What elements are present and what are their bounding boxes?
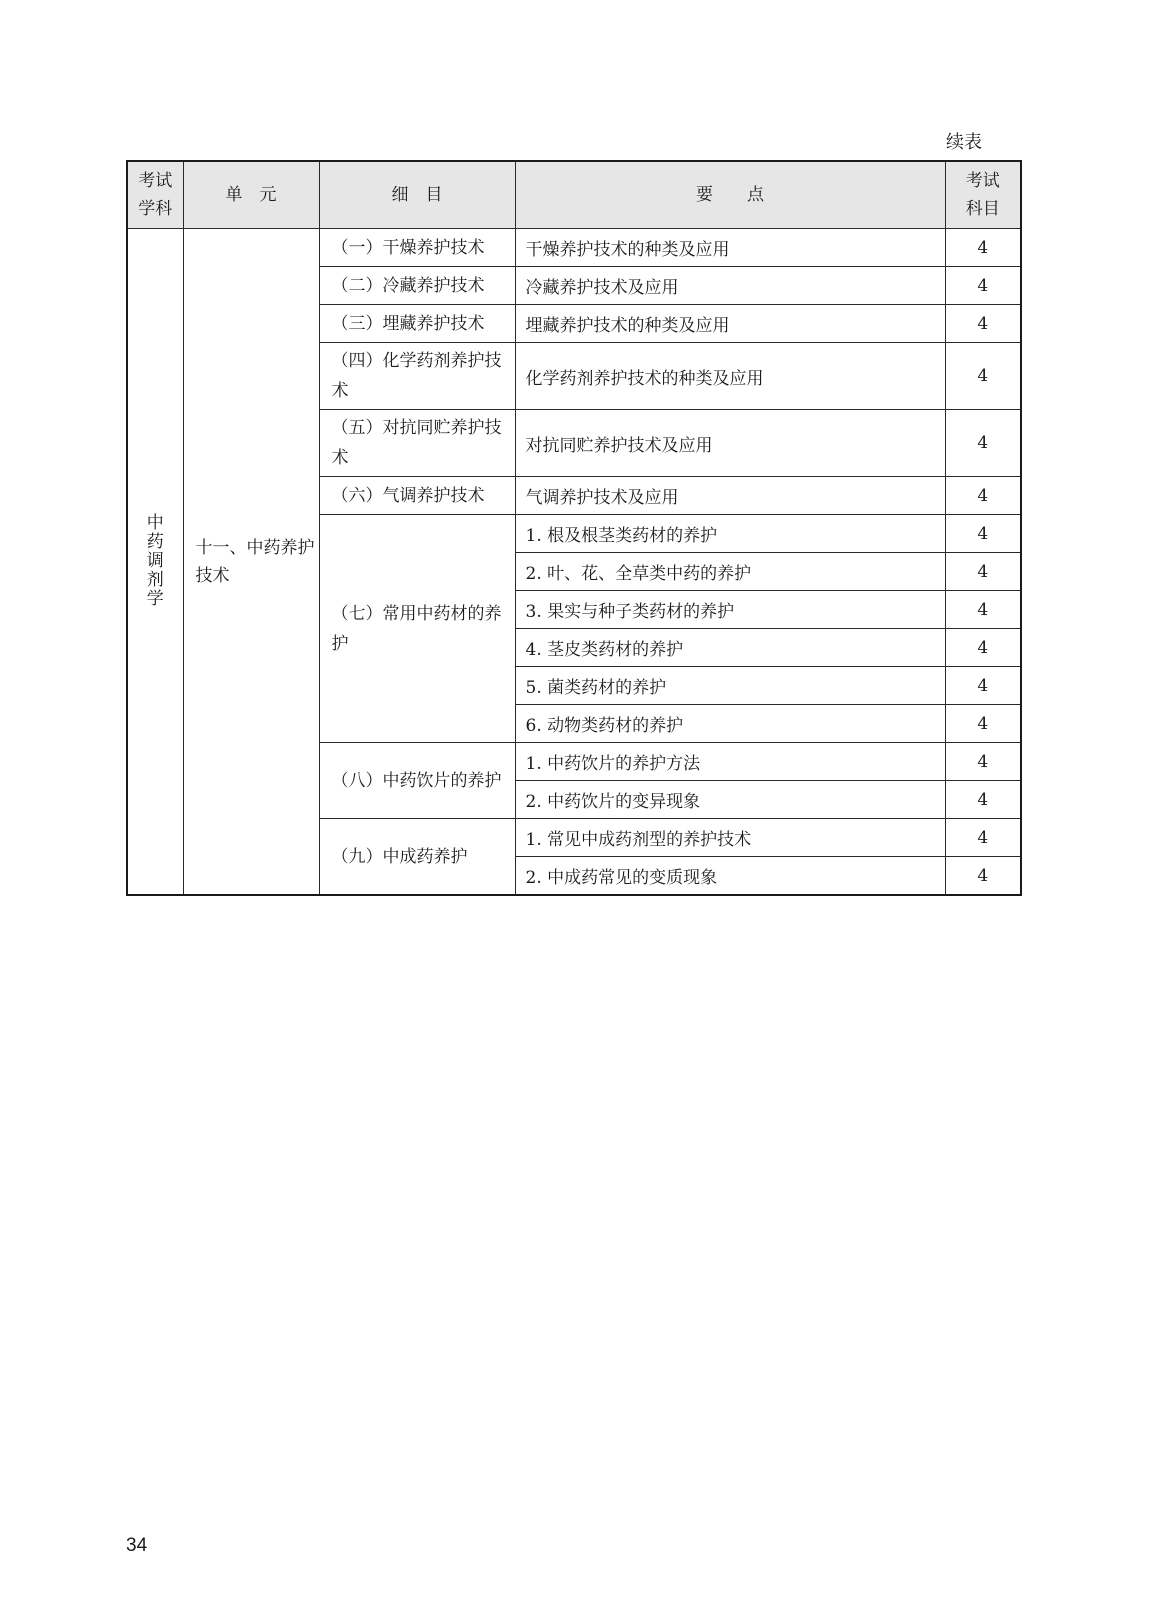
point-cell: 2. 叶、花、全草类中药的养护 <box>515 553 945 591</box>
point-cell: 气调养护技术及应用 <box>515 477 945 515</box>
table-row <box>127 229 1021 267</box>
point-cell: 埋藏养护技术的种类及应用 <box>515 305 945 343</box>
point-cell: 4. 茎皮类药材的养护 <box>515 629 945 667</box>
detail-cell: （六）气调养护技术 <box>319 477 515 515</box>
detail-cell-group7: （七）常用中药材的养护 <box>319 515 515 743</box>
exam-cell: 4 <box>945 781 1021 819</box>
exam-cell: 4 <box>945 515 1021 553</box>
exam-cell: 4 <box>945 705 1021 743</box>
exam-cell: 4 <box>945 229 1021 267</box>
detail-cell-group8: （八）中药饮片的养护 <box>319 743 515 819</box>
point-cell: 化学药剂养护技术的种类及应用 <box>515 343 945 410</box>
exam-cell: 4 <box>945 857 1021 896</box>
exam-cell: 4 <box>945 819 1021 857</box>
detail-cell: （三）埋藏养护技术 <box>319 305 515 343</box>
point-cell: 冷藏养护技术及应用 <box>515 267 945 305</box>
detail-cell: （二）冷藏养护技术 <box>319 267 515 305</box>
header-exam-subject: 考试科目 <box>945 161 1021 229</box>
continued-label: 续表 <box>946 132 982 153</box>
unit-cell: 十一、中药养护技术 <box>183 229 319 896</box>
header-subject: 考试学科 <box>127 161 183 229</box>
exam-cell: 4 <box>945 477 1021 515</box>
header-unit: 单 元 <box>183 161 319 229</box>
point-cell: 1. 常见中成药剂型的养护技术 <box>515 819 945 857</box>
point-cell: 对抗同贮养护技术及应用 <box>515 410 945 477</box>
exam-cell: 4 <box>945 743 1021 781</box>
subject-cell <box>127 229 183 896</box>
point-cell: 3. 果实与种子类药材的养护 <box>515 591 945 629</box>
exam-cell: 4 <box>945 305 1021 343</box>
exam-cell: 4 <box>945 267 1021 305</box>
point-cell: 1. 中药饮片的养护方法 <box>515 743 945 781</box>
point-cell: 1. 根及根茎类药材的养护 <box>515 515 945 553</box>
point-cell: 2. 中成药常见的变质现象 <box>515 857 945 896</box>
exam-cell: 4 <box>945 629 1021 667</box>
point-cell: 干燥养护技术的种类及应用 <box>515 229 945 267</box>
exam-cell: 4 <box>945 553 1021 591</box>
detail-cell-group9: （九）中成药养护 <box>319 819 515 896</box>
point-cell: 2. 中药饮片的变异现象 <box>515 781 945 819</box>
header-points: 要 点 <box>515 161 945 229</box>
subject-text: 中药调剂学 <box>146 513 164 609</box>
table-header-row <box>127 161 1021 229</box>
syllabus-table <box>126 160 1022 896</box>
exam-cell: 4 <box>945 591 1021 629</box>
exam-cell: 4 <box>945 667 1021 705</box>
point-cell: 5. 菌类药材的养护 <box>515 667 945 705</box>
detail-cell: （四）化学药剂养护技术 <box>319 343 515 410</box>
point-cell: 6. 动物类药材的养护 <box>515 705 945 743</box>
page-number: 34 <box>126 1535 148 1556</box>
header-detail: 细 目 <box>319 161 515 229</box>
exam-cell: 4 <box>945 343 1021 410</box>
detail-cell: （五）对抗同贮养护技术 <box>319 410 515 477</box>
exam-cell: 4 <box>945 410 1021 477</box>
detail-cell: （一）干燥养护技术 <box>319 229 515 267</box>
